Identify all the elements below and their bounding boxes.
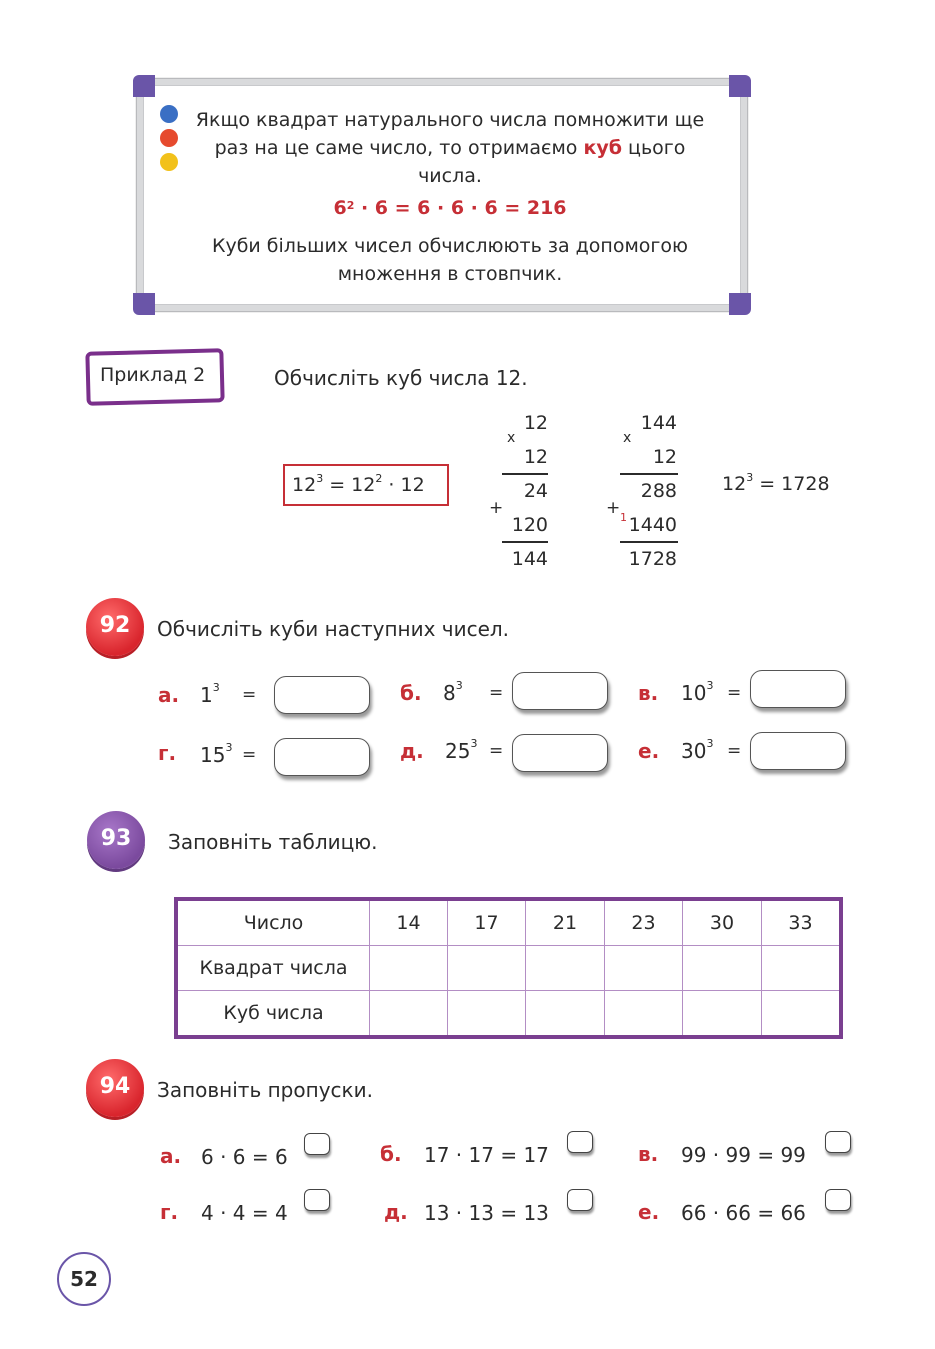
cube-exponent: 3	[470, 737, 478, 750]
cube-base: 25	[445, 739, 471, 763]
cubes-table	[174, 897, 843, 1039]
exponent-box-e[interactable]	[567, 1189, 593, 1211]
blue-dot-icon	[160, 105, 178, 123]
col2-line	[620, 473, 678, 475]
item-letter: б.	[400, 681, 422, 705]
col2-row4: 1440	[628, 514, 677, 536]
table-row	[176, 991, 841, 1038]
table-input-cell[interactable]	[683, 991, 762, 1038]
table-header-cell: Число	[176, 899, 370, 946]
exponent-box-b[interactable]	[567, 1131, 593, 1153]
table-input-cell[interactable]	[605, 991, 683, 1038]
table-header-cell: 33	[762, 899, 842, 946]
power-expression: 17 · 17 = 17	[424, 1143, 549, 1167]
task-94-badge: 94	[86, 1059, 144, 1117]
times-sign: x	[507, 430, 516, 446]
cube-base: 15	[200, 743, 226, 767]
rule-line-3: числа.	[418, 165, 482, 187]
item-letter: е.	[638, 1200, 660, 1224]
table-row-label: Куб числа	[176, 991, 370, 1038]
task-92-title: Обчисліть куби наступних чисел.	[157, 617, 510, 641]
col2-line	[620, 541, 678, 543]
power-expression: 99 · 99 = 99	[681, 1143, 806, 1167]
red-dot-icon	[160, 129, 178, 147]
formula-part: · 12	[382, 474, 425, 496]
rule-text: цього	[622, 137, 686, 159]
item-letter: а.	[158, 683, 180, 707]
answer-box-25[interactable]	[512, 734, 608, 772]
result-value: = 1728	[753, 473, 830, 495]
carry-digit: 1	[620, 511, 627, 524]
equals-sign: =	[727, 683, 742, 703]
table-header-cell: 17	[448, 899, 526, 946]
task-93-badge: 93	[87, 811, 145, 869]
cube-expression	[200, 743, 232, 767]
table-header-cell: 23	[605, 899, 683, 946]
col1-row5: 144	[511, 548, 548, 570]
table-row	[176, 899, 841, 946]
task-93-title: Заповніть таблицю.	[168, 830, 378, 854]
result-exponent: 3	[746, 471, 754, 484]
table-input-cell[interactable]	[526, 946, 605, 991]
exponent-box-f[interactable]	[825, 1189, 851, 1211]
cube-exponent: 3	[225, 741, 233, 754]
cube-base: 1	[200, 683, 213, 707]
cube-base: 8	[443, 681, 456, 705]
formula-exponent: 2	[375, 472, 383, 485]
col1-row3: 24	[523, 480, 548, 502]
cube-base: 10	[681, 681, 707, 705]
rule-line-6: множення в стовпчик.	[337, 263, 563, 285]
example-formula	[292, 474, 425, 496]
plus-sign: +	[489, 498, 504, 518]
col2-row1: 144	[640, 412, 677, 434]
col2-row5: 1728	[628, 548, 677, 570]
rule-line-1: Якщо квадрат натурального числа помножити ще	[195, 109, 705, 131]
board-corner-tr	[729, 75, 751, 97]
table-input-cell[interactable]	[762, 946, 842, 991]
formula-base: 6	[333, 197, 347, 219]
formula-part: 12	[292, 474, 317, 496]
item-letter: б.	[380, 1142, 402, 1166]
answer-box-1[interactable]	[274, 676, 370, 714]
col1-row1: 12	[523, 412, 548, 434]
formula-exponent: 3	[316, 472, 324, 485]
page-number: 52	[57, 1252, 111, 1306]
cube-expression	[681, 739, 713, 763]
rule-line-2	[190, 134, 710, 162]
answer-box-10[interactable]	[750, 670, 846, 708]
item-letter: в.	[638, 1142, 659, 1166]
task-92-badge: 92	[86, 598, 144, 656]
plus-sign: +	[606, 498, 621, 518]
rule-keyword: куб	[583, 137, 623, 159]
power-expression: 66 · 66 = 66	[681, 1201, 806, 1225]
equals-sign: =	[489, 741, 504, 761]
answer-box-15[interactable]	[274, 738, 370, 776]
cube-exponent: 3	[706, 737, 714, 750]
col2-row3: 288	[640, 480, 677, 502]
table-input-cell[interactable]	[526, 991, 605, 1038]
table-input-cell[interactable]	[370, 991, 448, 1038]
table-input-cell[interactable]	[370, 946, 448, 991]
formula-exponent: 2	[346, 199, 355, 212]
item-letter: г.	[158, 741, 177, 765]
equals-sign: =	[242, 745, 257, 765]
rule-line-5: Куби більших чисел обчислюють за допомогою	[211, 235, 689, 257]
board-corner-tl	[133, 75, 155, 97]
result-base: 12	[722, 473, 747, 495]
task-94-title: Заповніть пропуски.	[157, 1078, 373, 1102]
table-input-cell[interactable]	[448, 946, 526, 991]
table-header-cell: 21	[526, 899, 605, 946]
example-title: Обчисліть куб числа 12.	[274, 366, 528, 390]
cube-base: 30	[681, 739, 707, 763]
cube-expression	[200, 683, 220, 707]
board-corner-bl	[133, 293, 155, 315]
board-corner-br	[729, 293, 751, 315]
formula-part: = 12	[323, 474, 376, 496]
power-expression: 13 · 13 = 13	[424, 1201, 549, 1225]
example-result	[722, 473, 830, 495]
col2-row2: 12	[652, 446, 677, 468]
equals-sign: =	[242, 685, 257, 705]
rule-text: раз на це саме число, то отримаємо	[214, 137, 584, 159]
item-letter: в.	[638, 681, 659, 705]
exponent-box-d[interactable]	[304, 1189, 330, 1211]
equals-sign: =	[727, 741, 742, 761]
item-letter: д.	[400, 739, 424, 763]
cube-expression	[445, 739, 477, 763]
answer-box-30[interactable]	[750, 732, 846, 770]
power-expression: 6 · 6 = 6	[201, 1145, 288, 1169]
item-letter: д.	[384, 1200, 408, 1224]
col1-row4: 120	[511, 514, 548, 536]
table-input-cell[interactable]	[762, 991, 842, 1038]
cube-exponent: 3	[455, 679, 463, 692]
col1-line	[502, 541, 548, 543]
rule-formula	[190, 194, 710, 222]
col1-row2: 12	[523, 446, 548, 468]
yellow-dot-icon	[160, 153, 178, 171]
table-input-cell[interactable]	[605, 946, 683, 991]
power-expression: 4 · 4 = 4	[201, 1201, 288, 1225]
table-header-cell: 14	[370, 899, 448, 946]
table-header-cell: 30	[683, 899, 762, 946]
col1-line	[502, 473, 548, 475]
table-row	[176, 946, 841, 991]
equals-sign: =	[489, 683, 504, 703]
example-tag-label: Приклад 2	[100, 364, 206, 386]
answer-box-8[interactable]	[512, 672, 608, 710]
cube-exponent: 3	[212, 681, 220, 694]
exponent-box-c[interactable]	[825, 1131, 851, 1153]
times-sign: x	[623, 430, 632, 446]
item-letter: а.	[160, 1144, 182, 1168]
table-input-cell[interactable]	[448, 991, 526, 1038]
table-row-label: Квадрат числа	[176, 946, 370, 991]
formula-rest: · 6 = 6 · 6 · 6 = 216	[354, 197, 567, 219]
item-letter: е.	[638, 739, 660, 763]
cube-expression	[443, 681, 463, 705]
cube-exponent: 3	[706, 679, 714, 692]
table-input-cell[interactable]	[683, 946, 762, 991]
item-letter: г.	[160, 1200, 179, 1224]
exponent-box-a[interactable]	[304, 1133, 330, 1155]
cube-expression	[681, 681, 713, 705]
